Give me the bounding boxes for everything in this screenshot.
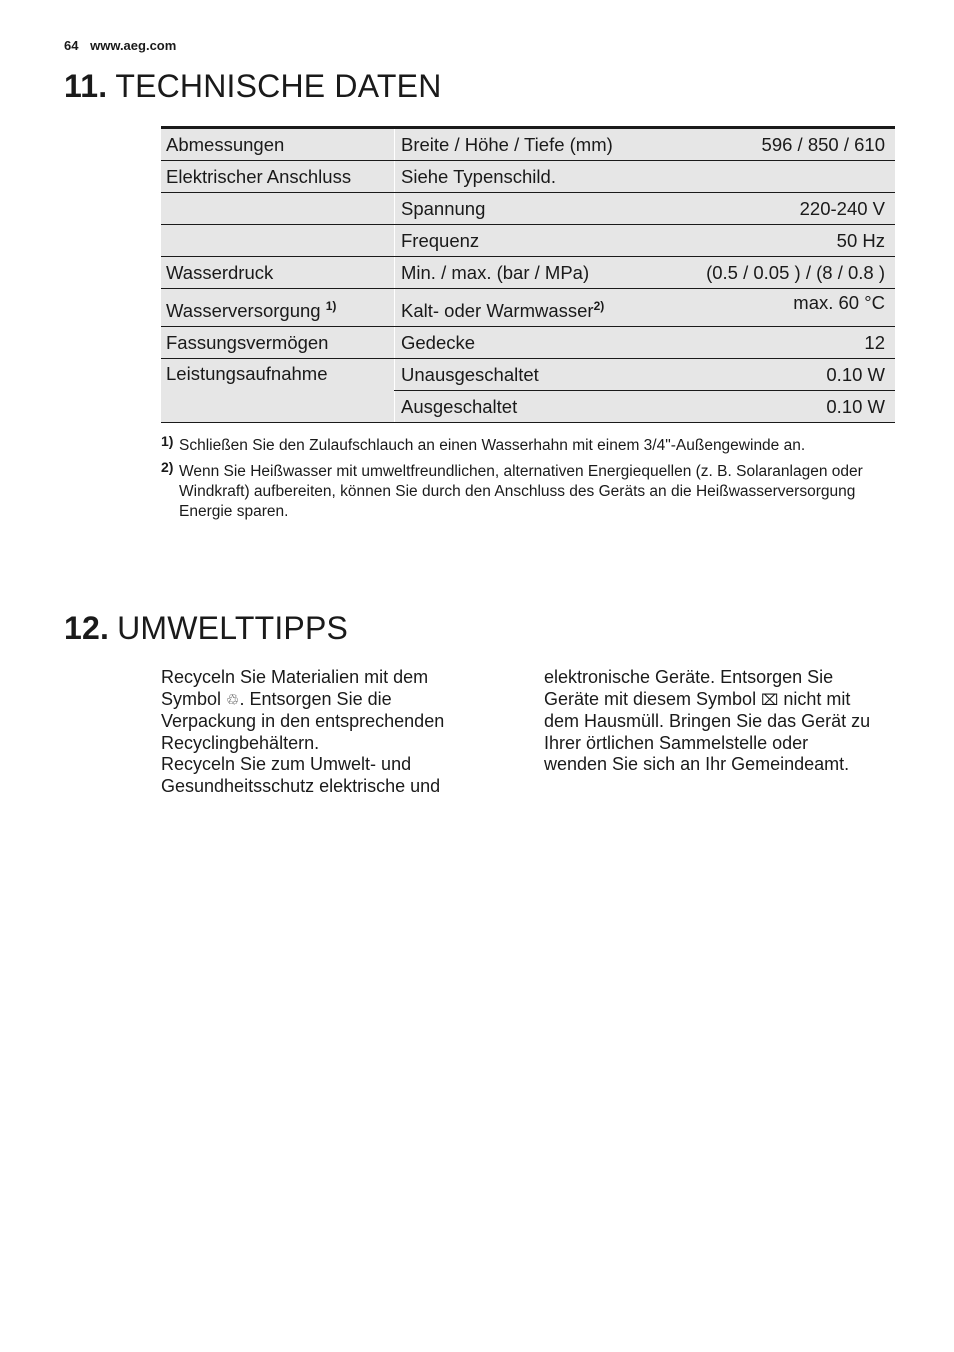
row-label: Fassungsvermögen: [161, 327, 395, 359]
section-11-heading: TECHNISCHE DATEN: [115, 68, 442, 104]
row-label: [161, 193, 395, 225]
row-label: Wasserdruck: [161, 257, 395, 289]
weee-bin-icon: ⌧: [761, 691, 779, 709]
row-param: Spannung: [395, 193, 692, 225]
row-param: Unausgeschaltet: [395, 359, 692, 391]
table-row: [161, 257, 895, 289]
page-number: 64: [64, 38, 79, 53]
row-label: Abmessungen: [161, 128, 395, 161]
table-row: [161, 359, 895, 391]
paragraph-text: . Entsorgen Sie die Verpackung in den entsprechenden Recyclingbehältern.: [161, 688, 445, 753]
recycle-icon: ♲: [226, 691, 240, 709]
row-param: Siehe Typenschild.: [395, 161, 692, 193]
row-value: 220-240 V: [691, 193, 895, 225]
row-value: 12: [691, 327, 895, 359]
footnote-text: Wenn Sie Heißwasser mit umweltfreundlichen, alternativen Energiequellen (z. B. Solaranlagen oder Windkraft) aufbereiten, können Sie durch den Anschluss des Geräts an die Heißwasserversorgung Energie sparen.: [179, 463, 863, 520]
footnote-ref-2[interactable]: 2): [593, 298, 605, 313]
table-row: [161, 161, 895, 193]
table-row: [161, 327, 895, 359]
table-row: [161, 193, 895, 225]
row-value: [691, 161, 895, 193]
footnote-mark: 1): [161, 433, 174, 449]
row-value: 0.10 W: [691, 359, 895, 391]
row-label: [161, 289, 395, 327]
row-value: 0.10 W: [691, 391, 895, 423]
section-11-number: 11.: [64, 68, 108, 104]
paragraph-text: elektronische Geräte. Entsorgen Sie Geräte mit diesem Symbol: [544, 667, 834, 709]
table-row: [161, 128, 895, 161]
paragraph-text: Recyceln Sie zum Umwelt- und Gesundheitsschutz elektrische und: [161, 754, 441, 796]
section-12-title: [64, 610, 348, 647]
section-12-heading: UMWELTTIPPS: [117, 610, 349, 646]
footnote-2: [161, 459, 891, 522]
row-param: Min. / max. (bar / MPa): [395, 257, 692, 289]
paragraph-text: nicht mit dem Hausmüll. Bringen Sie das Gerät zu Ihrer örtlichen Sammelstelle oder wenden Sie sich an Ihr Gemeindeamt.: [544, 688, 871, 775]
footnote-text: Schließen Sie den Zulaufschlauch an einen Wasserhahn mit einem 3/4"-Außengewinde an.: [179, 437, 806, 454]
website-url[interactable]: www.aeg.com: [90, 38, 177, 53]
row-param: Ausgeschaltet: [395, 391, 692, 423]
row-value: (0.5 / 0.05 ) / (8 / 0.8 ): [691, 257, 895, 289]
row-param-text: Kalt- oder Warmwasser: [401, 299, 594, 321]
row-param: Gedecke: [395, 327, 692, 359]
row-label: Elektrischer Anschluss: [161, 161, 395, 193]
table-row: [161, 289, 895, 327]
environment-text-left: [161, 667, 491, 798]
footnotes: [161, 433, 891, 528]
table-row: [161, 225, 895, 257]
row-value: 596 / 850 / 610: [691, 128, 895, 161]
row-param: Breite / Höhe / Tiefe (mm): [395, 128, 692, 161]
page-header: [64, 38, 176, 53]
footnote-1: [161, 433, 891, 456]
row-label: [161, 225, 395, 257]
row-label-text: Wasserversorgung: [166, 299, 321, 321]
technical-data-table: [161, 126, 895, 423]
row-param: Frequenz: [395, 225, 692, 257]
row-value: max. 60 °C: [691, 289, 895, 327]
row-label: Leistungsaufnahme: [161, 359, 395, 423]
row-value: 50 Hz: [691, 225, 895, 257]
row-param: [395, 289, 692, 327]
section-12-number: 12.: [64, 610, 110, 646]
paragraph-text: Recyceln Sie Materialien mit dem Symbol: [161, 667, 429, 709]
footnote-ref-1[interactable]: 1): [325, 298, 337, 313]
footnote-mark: 2): [161, 459, 174, 475]
environment-text-right: [544, 667, 874, 776]
section-11-title: [64, 68, 442, 105]
